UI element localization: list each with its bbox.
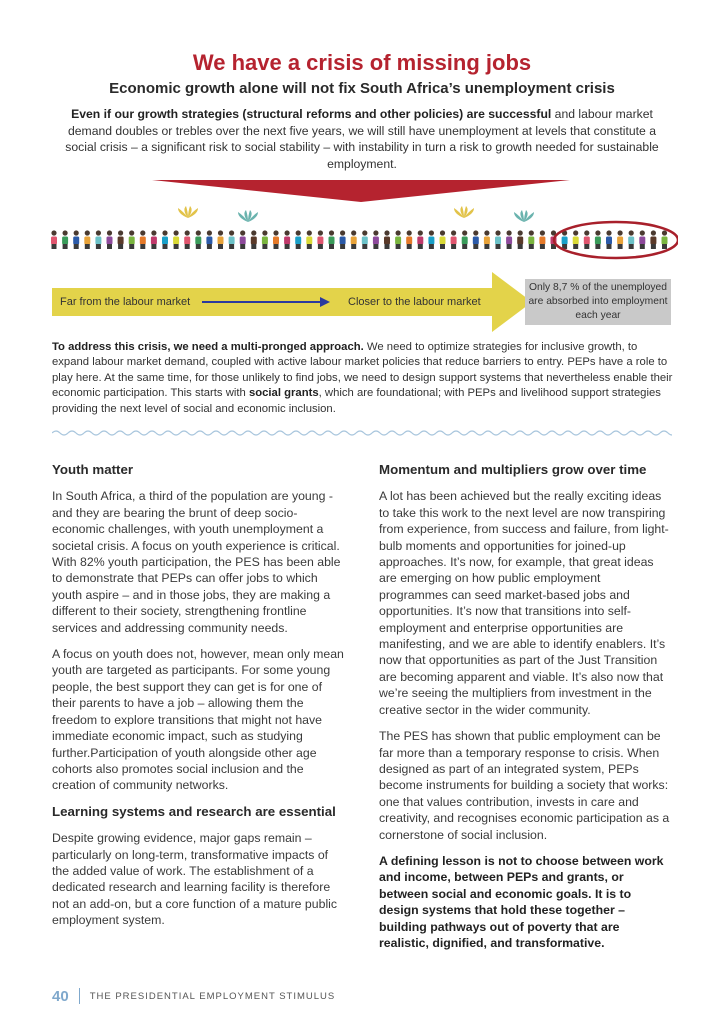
person-figure: [140, 230, 146, 249]
page-number: 40: [52, 987, 69, 1005]
person-figure: [151, 230, 157, 249]
person-figure: [362, 230, 368, 249]
absorption-rate-box: Only 8,7 % of the unemployed are absorbed into employment each year: [525, 279, 671, 325]
person-figure: [584, 230, 590, 249]
person-figure: [573, 230, 579, 249]
learning-heading: Learning systems and research are essential: [52, 803, 336, 819]
person-figure: [251, 230, 257, 249]
person-figure: [562, 230, 568, 249]
people-row-illustration: [48, 200, 678, 260]
person-figure: [351, 230, 357, 249]
person-figure: [107, 230, 113, 249]
lotus-icon: [514, 210, 534, 222]
youth-heading: Youth matter: [52, 462, 134, 477]
person-figure: [495, 230, 501, 249]
momentum-paragraph-1: A lot has been achieved but the really exciting ideas to take this work to the next level are now transpiring from experience, from success and failure, from light-bulb moments and opportunities for joined-up approaches. It’s now, for example, that great ideas are emerging on how public employment programmes can seed market-based jobs and opportunities. It’s now that transitions into self-employment and enterprise opportunities are manifesting, and we are able to identify enablers. It’s now that opportunities as part of the Just Transition are becoming apparent and viable. It’s also now that we’re seeing the multipliers from investment in the creative sector in the wider community.: [379, 489, 669, 717]
person-figure: [406, 230, 412, 249]
person-figure: [62, 230, 68, 249]
youth-paragraph-2: A focus on youth does not, however, mean only mean youth are targeted as participants. For some young people, the best support they can get is for one of their parents to have a job – allowing them the freedom to explore transitions that might not have immediate economic impact, such as studying further.Participation of youth alongside other age cohorts also promotes social inclusion and the creation of community networks.: [52, 647, 344, 793]
intro-rest: and labour market demand doubles or trebles over the next five years, we will still have unemployment at levels that constitute a social crisis – a significant risk to social stability – with instability in turn a risk to growth needed for sustainable employment.: [65, 107, 659, 171]
person-figure: [195, 230, 201, 249]
person-figure: [417, 230, 423, 249]
person-figure: [84, 230, 90, 249]
person-figure: [262, 230, 268, 249]
lotus-icon: [454, 206, 474, 218]
person-figure: [528, 230, 534, 249]
person-figure: [395, 230, 401, 249]
social-grants-bold: social grants: [248, 387, 319, 400]
footer-divider: [79, 988, 80, 1004]
lotus-icon: [238, 210, 258, 222]
person-figure: [329, 230, 335, 249]
left-column: [52, 462, 344, 939]
person-figure: [462, 230, 468, 249]
person-figure: [484, 230, 490, 249]
person-figure: [506, 230, 512, 249]
closer-label: Closer to the labour market: [348, 296, 481, 308]
funnel-shape: [152, 180, 570, 202]
person-figure: [306, 230, 312, 249]
wavy-divider: [52, 427, 672, 439]
person-figure: [617, 230, 623, 249]
person-figure: [95, 230, 101, 249]
person-figure: [639, 230, 645, 249]
person-figure: [628, 230, 634, 249]
person-figure: [606, 230, 612, 249]
approach-bold: To address this crisis, we need a multi-pronged approach.: [52, 341, 364, 353]
approach-text-1: We need to optimize strategies for inclusive growth, to expand labour market demand, coupled with active labour market policies that reduce barriers to entry. PEPs have a role to play here. At the same time, for those unlikely to find jobs, we need to design support systems that nevertheless enable their economic participation. This starts with: [52, 341, 673, 400]
intro-bold: Even if our growth strategies (structural reforms and other policies) are successful: [71, 107, 552, 121]
person-figure: [129, 230, 135, 249]
people-figures: [51, 230, 668, 249]
page-title: We have a crisis of missing jobs: [192, 50, 532, 75]
lotus-icon: [178, 204, 198, 218]
intro-paragraph: [52, 106, 672, 172]
approach-text-2: , which are foundational; with PEPs and livelihood support strategies providing the next level of social and economic inclusion.: [52, 387, 661, 415]
person-figure: [650, 230, 656, 249]
page-subtitle: Economic growth alone will not fix South Africa’s unemployment crisis: [109, 80, 615, 97]
person-figure: [218, 230, 224, 249]
person-figure: [373, 230, 379, 249]
person-figure: [240, 230, 246, 249]
person-figure: [662, 230, 668, 249]
publication-title: THE PRESIDENTIAL EMPLOYMENT STIMULUS: [89, 990, 336, 1002]
person-figure: [595, 230, 601, 249]
person-figure: [173, 230, 179, 249]
person-figure: [539, 230, 545, 249]
person-figure: [384, 230, 390, 249]
person-figure: [118, 230, 124, 249]
person-figure: [473, 230, 479, 249]
person-figure: [162, 230, 168, 249]
youth-paragraph-1: In South Africa, a third of the population are young - and they are bearing the brunt of deep socio-economic challenges, with youth unemployment a societal crisis. A focus on youth experience is critical. With 82% youth participation, the PES has been able to demonstrate that PEPs can offer jobs to which youth aspire – and in those jobs, they are making a different to their society, strengthening frontline services and addressing community needs.: [52, 489, 341, 635]
person-figure: [206, 230, 212, 249]
person-figure: [440, 230, 446, 249]
person-figure: [229, 230, 235, 249]
page-footer: [52, 986, 335, 1006]
approach-paragraph: [52, 340, 674, 417]
person-figure: [184, 230, 190, 249]
highlight-ring: [554, 222, 678, 258]
right-column: [379, 462, 671, 961]
person-figure: [51, 230, 57, 249]
far-label: Far from the labour market: [60, 296, 191, 308]
person-figure: [273, 230, 279, 249]
person-figure: [73, 230, 79, 249]
person-figure: [340, 230, 346, 249]
person-figure: [428, 230, 434, 249]
person-figure: [284, 230, 290, 249]
person-figure: [295, 230, 301, 249]
person-figure: [451, 230, 457, 249]
momentum-heading: Momentum and multipliers grow over time: [379, 462, 647, 477]
momentum-paragraph-2: The PES has shown that public employment can be far more than a temporary response to crisis. When designed as part of an integrated system, PEPs become instruments for building a society that works: one that values contribution, invests in care and creativity, and recognises economic participation as a cornerstone of social inclusion.: [379, 729, 670, 842]
person-figure: [317, 230, 323, 249]
defining-lesson-paragraph: A defining lesson is not to choose between work and income, between PEPs and grants, or between social and economic goals. It is to design systems that hold these together – building pathways out of poverty that are realistic, dignified, and transformative.: [379, 853, 664, 950]
learning-paragraph: Despite growing evidence, major gaps remain – particularly on long-term, transformative impacts of the added value of work. The establishment of a dedicated research and learning facility is therefore not an add-on, but a core function of a mature public employment system.: [52, 831, 338, 928]
person-figure: [517, 230, 523, 249]
